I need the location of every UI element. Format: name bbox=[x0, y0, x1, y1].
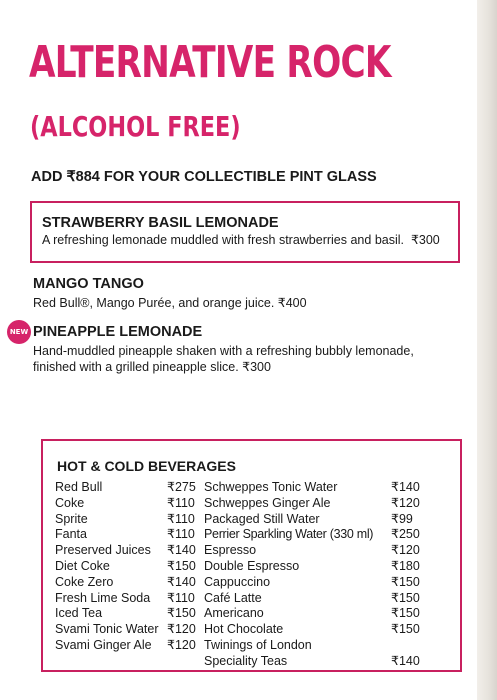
beverage-price: ₹120 bbox=[391, 495, 420, 510]
beverage-name: Svami Ginger Ale bbox=[55, 637, 152, 652]
beverage-row bbox=[204, 512, 420, 528]
beverage-name: Iced Tea bbox=[55, 606, 103, 621]
beverage-row bbox=[204, 496, 420, 512]
beverage-name: Americano bbox=[204, 606, 264, 621]
beverage-name: Coke bbox=[55, 495, 85, 510]
featured-item-price: ₹300 bbox=[410, 233, 440, 247]
featured-item-desc-text: A refreshing lemonade muddled with fresh strawberries and basil. bbox=[42, 233, 404, 247]
beverage-price: ₹110 bbox=[167, 511, 195, 526]
beverage-price: ₹140 bbox=[391, 653, 420, 668]
beverage-name: Diet Coke bbox=[55, 558, 110, 573]
beverage-row bbox=[55, 622, 195, 638]
menu-item-name: PINEAPPLE LEMONADE bbox=[33, 324, 203, 340]
menu-item-description: Hand-muddled pineapple shaken with a refreshing bubbly lemonade, bbox=[33, 344, 414, 358]
beverage-name: Cappuccino bbox=[204, 574, 271, 589]
beverage-name: Fresh Lime Soda bbox=[55, 590, 151, 605]
beverage-row bbox=[55, 496, 195, 512]
beverage-price: ₹120 bbox=[391, 543, 420, 558]
beverage-name: Perrier Sparkling Water (330 ml) bbox=[204, 527, 374, 542]
beverage-row bbox=[55, 638, 195, 654]
beverages-title: HOT & COLD BEVERAGES bbox=[57, 458, 236, 474]
beverage-row bbox=[55, 480, 195, 496]
beverage-price: ₹150 bbox=[167, 558, 196, 573]
beverage-name: Sprite bbox=[55, 511, 88, 526]
menu-item-description: Red Bull®, Mango Purée, and orange juice. ₹400 bbox=[33, 296, 307, 310]
menu-section-subtitle: (ALCOHOL FREE) bbox=[30, 110, 241, 143]
menu-section-title: ALTERNATIVE ROCK bbox=[29, 37, 391, 88]
beverage-name: Red Bull bbox=[55, 480, 103, 494]
beverages-left-column bbox=[55, 480, 195, 654]
beverage-name: Fanta bbox=[55, 527, 87, 542]
menu-item-name: MANGO TANGO bbox=[33, 276, 144, 292]
page-edge-shadow bbox=[477, 0, 497, 700]
beverage-price: ₹140 bbox=[167, 574, 196, 589]
new-badge-icon: NEW bbox=[7, 320, 31, 344]
beverage-row bbox=[55, 512, 195, 528]
beverage-row bbox=[55, 543, 195, 559]
beverage-name: Schweppes Ginger Ale bbox=[204, 495, 331, 510]
beverage-row bbox=[204, 559, 420, 575]
beverage-price: ₹150 bbox=[391, 606, 420, 621]
beverage-row bbox=[204, 575, 420, 591]
beverage-row bbox=[55, 575, 195, 591]
beverage-price: ₹110 bbox=[167, 590, 195, 605]
beverage-row bbox=[204, 638, 420, 654]
beverage-row bbox=[55, 606, 195, 622]
beverage-name: Coke Zero bbox=[55, 574, 114, 589]
beverages-right-column bbox=[204, 480, 420, 670]
beverage-price: ₹99 bbox=[391, 511, 413, 526]
beverage-price: ₹110 bbox=[167, 527, 195, 542]
beverage-price: ₹180 bbox=[391, 558, 420, 573]
beverage-price: ₹275 bbox=[167, 480, 196, 494]
beverage-price: ₹150 bbox=[167, 606, 196, 621]
featured-item-name: STRAWBERRY BASIL LEMONADE bbox=[42, 215, 279, 231]
beverage-row bbox=[55, 527, 195, 543]
beverage-name: Café Latte bbox=[204, 590, 262, 605]
featured-item-description bbox=[42, 232, 440, 249]
beverage-name: Espresso bbox=[204, 543, 257, 558]
beverage-price: ₹140 bbox=[167, 543, 196, 558]
beverage-name: Double Espresso bbox=[204, 558, 300, 573]
beverage-row bbox=[204, 527, 420, 543]
beverage-price: ₹150 bbox=[391, 590, 420, 605]
menu-item-description: finished with a grilled pineapple slice. ₹300 bbox=[33, 360, 271, 374]
beverage-name: Hot Chocolate bbox=[204, 622, 284, 637]
beverage-price: ₹120 bbox=[167, 622, 196, 637]
beverage-name: Packaged Still Water bbox=[204, 511, 320, 526]
beverage-row bbox=[204, 543, 420, 559]
beverage-name: Schweppes Tonic Water bbox=[204, 480, 338, 494]
beverage-row bbox=[204, 480, 420, 496]
beverage-name: Svami Tonic Water bbox=[55, 622, 159, 637]
beverage-row bbox=[55, 591, 195, 607]
beverage-price: ₹120 bbox=[167, 637, 196, 652]
beverage-row bbox=[55, 559, 195, 575]
beverage-row bbox=[204, 654, 420, 670]
beverage-price: ₹150 bbox=[391, 574, 420, 589]
beverage-name: Speciality Teas bbox=[204, 653, 288, 668]
beverage-name: Preserved Juices bbox=[55, 543, 151, 558]
beverage-price: ₹150 bbox=[391, 622, 420, 637]
beverage-row bbox=[204, 622, 420, 638]
pint-glass-addon-note: ADD ₹884 FOR YOUR COLLECTIBLE PINT GLASS bbox=[31, 169, 377, 185]
beverage-price: ₹110 bbox=[167, 495, 195, 510]
beverage-row bbox=[204, 591, 420, 607]
beverage-name: Twinings of London bbox=[204, 637, 312, 652]
beverage-price: ₹140 bbox=[391, 480, 420, 494]
beverage-row bbox=[204, 606, 420, 622]
beverage-price: ₹250 bbox=[391, 527, 420, 542]
